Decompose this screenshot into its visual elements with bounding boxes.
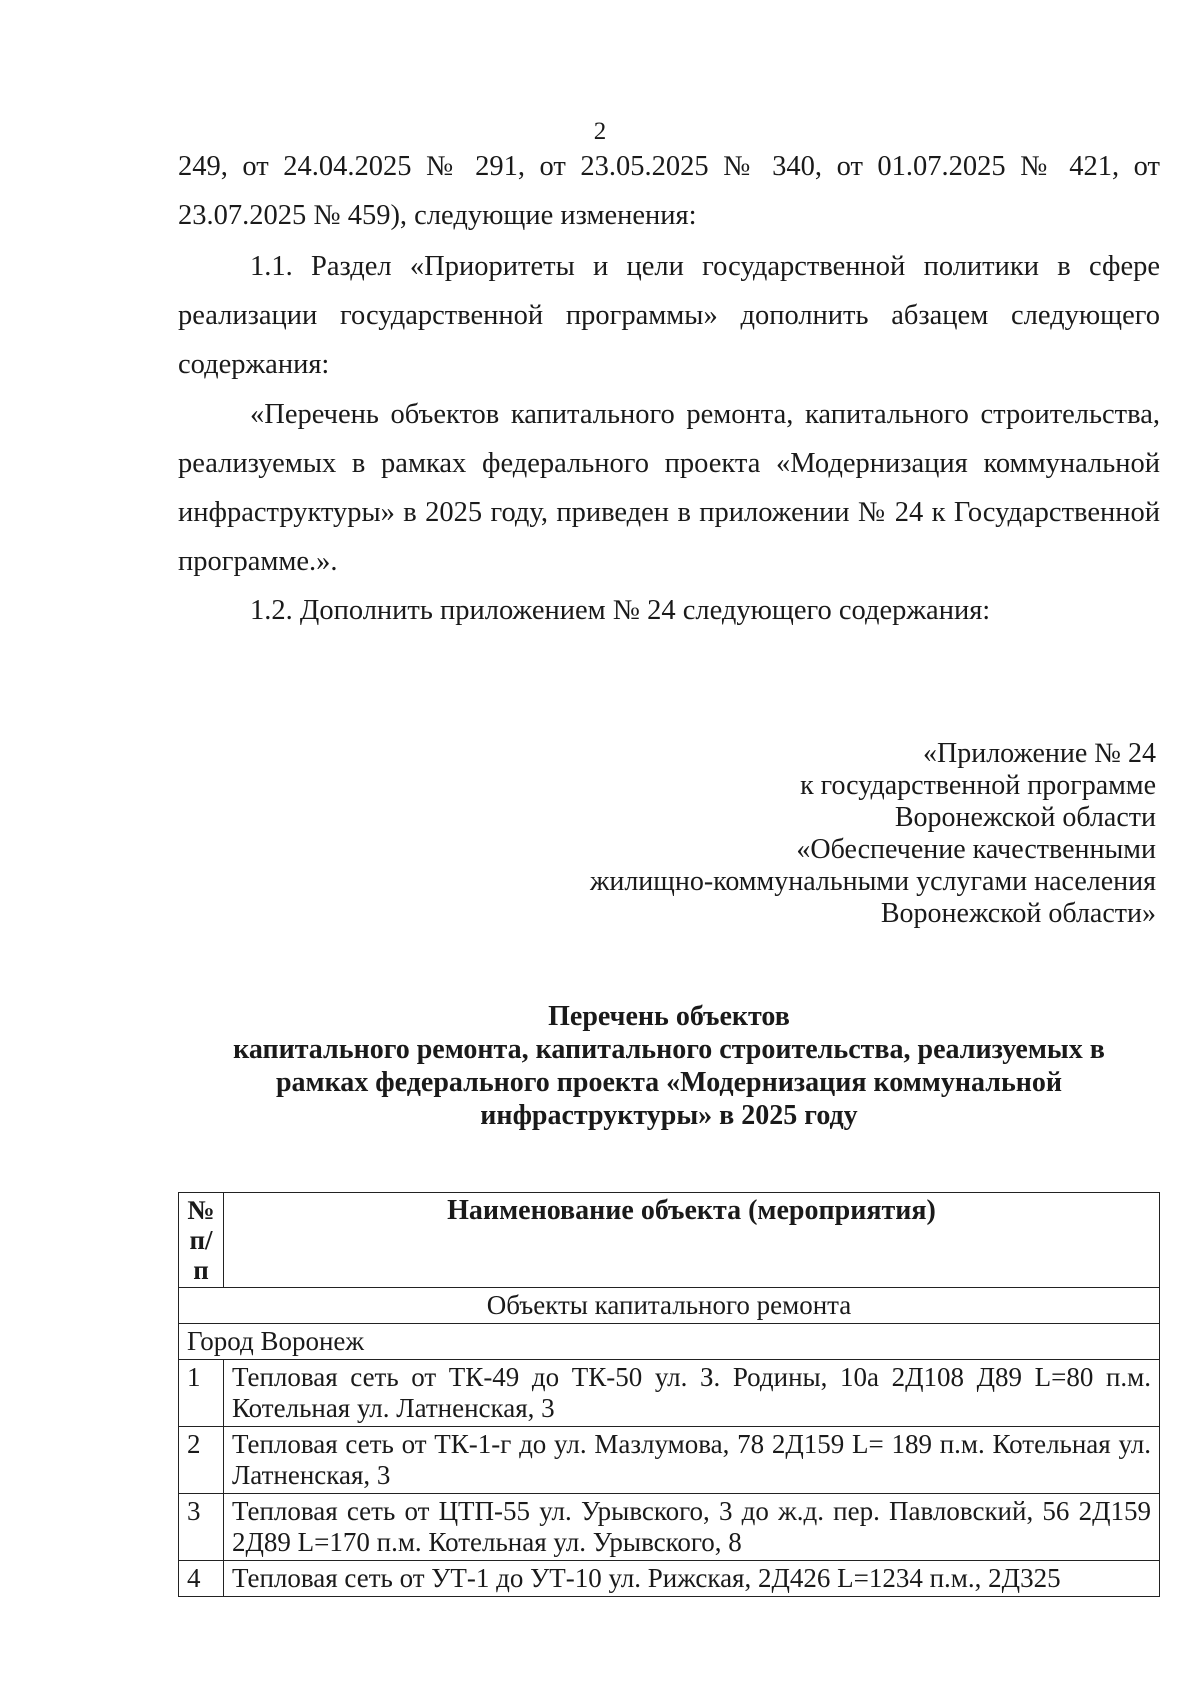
list-title-line: капитального ремонта, капитального строительства, реализуемых в <box>233 1034 1105 1065</box>
list-title <box>178 1000 1160 1132</box>
row-number: 1 <box>179 1360 224 1427</box>
table-row <box>179 1561 1160 1597</box>
list-title-line: Перечень объектов <box>548 1001 790 1032</box>
row-object-name: Тепловая сеть от УТ-1 до УТ-10 ул. Рижская, 2Д426 L=1234 п.м., 2Д325 <box>224 1561 1160 1597</box>
row-object-name: Тепловая сеть от ТК-49 до ТК-50 ул. З. Родины, 10а 2Д108 Д89 L=80 п.м. Котельная ул. Латненская, 3 <box>224 1360 1160 1427</box>
paragraph-1-1 <box>178 242 1160 389</box>
appendix-header <box>590 738 1156 930</box>
paragraph-1-2 <box>178 586 1160 635</box>
header-object-name: Наименование объекта (мероприятия) <box>224 1193 1160 1288</box>
table-header-row <box>179 1193 1160 1288</box>
paragraph-text: 1.1. Раздел «Приоритеты и цели государственной политики в сфере реализации государственной программы» дополнить абзацем следующего содержания: <box>178 251 1160 380</box>
paragraph-text: «Перечень объектов капитального ремонта, капитального строительства, реализуемых в рамках федерального проекта «Модернизация коммунальной инфраструктуры» в 2025 году, приведен в приложении № 24 к Государственной программе.». <box>178 399 1160 577</box>
row-number: 3 <box>179 1494 224 1561</box>
appendix-line: жилищно-коммунальными услугами населения <box>589 866 1156 897</box>
section-title: Объекты капитального ремонта <box>179 1288 1160 1324</box>
table-row <box>179 1494 1160 1561</box>
header-number <box>179 1193 224 1288</box>
appendix-line: Воронежской области <box>894 802 1156 833</box>
appendix-line: Воронежской области» <box>880 898 1156 929</box>
appendix-line: «Обеспечение качественными <box>796 834 1156 865</box>
paragraph-text: 249, от 24.04.2025 № 291, от 23.05.2025 № 340, от 01.07.2025 № 421, от 23.07.2025 № 459), следующие изменения: <box>178 151 1160 231</box>
row-object-name: Тепловая сеть от ЦТП-55 ул. Урывского, 3 до ж.д. пер. Павловский, 56 2Д159 2Д89 L=170 п.м. Котельная ул. Урывского, 8 <box>224 1494 1160 1561</box>
table-section-row <box>179 1288 1160 1324</box>
appendix-line: «Приложение № 24 <box>923 738 1156 769</box>
header-number-line: № <box>187 1195 215 1225</box>
objects-table <box>178 1192 1160 1597</box>
paragraph-text: 1.2. Дополнить приложением № 24 следующего содержания: <box>250 595 991 626</box>
list-title-line: инфраструктуры» в 2025 году <box>480 1100 858 1131</box>
table-row <box>179 1360 1160 1427</box>
table-row <box>179 1427 1160 1494</box>
paragraph-quoted-list <box>178 390 1160 586</box>
header-number-line: п/п <box>189 1225 213 1285</box>
row-number: 2 <box>179 1427 224 1494</box>
group-title: Город Воронеж <box>179 1324 1160 1360</box>
paragraph-amendments-intro <box>178 142 1160 240</box>
list-title-line: рамках федерального проекта «Модернизация коммунальной <box>275 1067 1063 1098</box>
row-object-name: Тепловая сеть от ТК-1-г до ул. Мазлумова, 78 2Д159 L= 189 п.м. Котельная ул. Латненская, 3 <box>224 1427 1160 1494</box>
page-number: 2 <box>593 118 607 145</box>
table-group-row <box>179 1324 1160 1360</box>
appendix-line: к государственной программе <box>800 770 1156 801</box>
row-number: 4 <box>179 1561 224 1597</box>
